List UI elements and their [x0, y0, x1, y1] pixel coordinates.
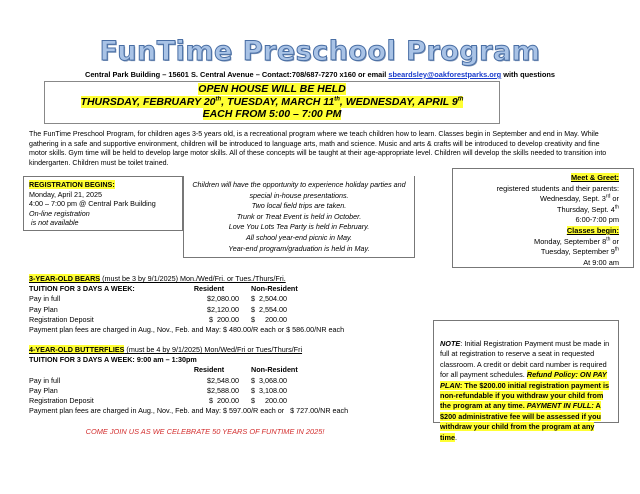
program-qualification: (must be 4 by 9/1/2025) Mon/Wed/Fri or Tues/Thurs/Fri: [124, 345, 303, 354]
contact-suffix: with questions: [501, 70, 555, 79]
date-text: Monday, September 8: [534, 236, 607, 246]
row-label: Registration Deposit: [29, 314, 94, 324]
meet-greet-time: 6:00-7:00 pm: [575, 215, 619, 225]
activity-item: Two local field trips are taken.: [251, 201, 347, 211]
date-text: Tuesday, September 9: [540, 247, 615, 257]
open-house-date-3: WEDNESDAY, APRIL 9: [345, 95, 458, 108]
resident-price: $2,548.00: [207, 375, 239, 385]
table-row: [29, 315, 344, 325]
row-label: Pay in full: [29, 294, 61, 304]
nonresident-price: $ 3,068.00: [251, 375, 287, 385]
activities-box: [183, 176, 415, 258]
online-note-1: On-line registration: [29, 208, 90, 218]
resident-price: $2,080.00: [207, 294, 239, 304]
meet-greet-option-1: [453, 194, 619, 205]
payment-in-full-label: PAYMENT IN FULL:: [526, 401, 594, 411]
row-label: Pay Plan: [29, 304, 58, 314]
program-name: 3-YEAR-OLD BEARS: [29, 274, 101, 283]
activity-item: Year-end program/graduation is held in May.: [228, 243, 370, 253]
class-start-option-2: [453, 247, 619, 258]
activity-item: special in-house presentations.: [249, 190, 349, 200]
tuition-label: TUITION FOR 3 DAYS A WEEK:: [29, 284, 135, 294]
nonresident-price: $ 200.00: [251, 314, 287, 324]
date-suffix: th: [215, 96, 222, 102]
activity-item: All school year-end picnic in May.: [246, 232, 352, 242]
page-title: FunTime Preschool Program: [99, 36, 541, 67]
date-suffix: th: [334, 96, 340, 102]
meet-greet-heading: Meet & Greet:: [570, 173, 619, 182]
note-text: : Initial Registration Payment must be made in full at registration to reserve a seat in requested classroom. A credit or debit card number is required for all payment schedules.: [440, 339, 610, 380]
class-start-time: At 9:00 am: [583, 257, 619, 267]
classes-begin-heading: Classes begin:: [566, 225, 619, 235]
col-nonresident: Non-Resident: [251, 284, 298, 294]
table-row: [29, 376, 348, 386]
date-suffix: rd: [605, 193, 611, 200]
tuition-header-row: [29, 365, 348, 375]
registration-date: Monday, April 21, 2025: [29, 189, 102, 199]
or-text: or: [610, 236, 619, 246]
resident-price: $2,120.00: [207, 304, 239, 314]
bears-heading: [29, 274, 344, 284]
activity-item: Love You Lots Tea Party is held in February.: [228, 222, 370, 232]
note-label: NOTE: [440, 339, 461, 348]
or-text: or: [610, 194, 619, 204]
payment-plan-fees: Payment plan fees are charged in Aug., Nov., Feb. and May: $ 480.00/R each or $ 586.00/NR each: [29, 325, 345, 335]
open-house-dates: THURSDAY, FEBRUARY 20th, TUESDAY, MARCH 11th, WEDNESDAY, APRIL 9th: [80, 95, 464, 108]
resident-price: $ 200.00: [209, 396, 239, 406]
open-house-date-1: THURSDAY, FEBRUARY 20: [80, 95, 216, 108]
meet-greet-audience: registered students and their parents:: [496, 183, 619, 193]
activity-item: Trunk or Treat Event is held in October.: [236, 211, 362, 221]
row-label: Pay in full: [29, 375, 61, 385]
payment-in-full-text: A $200 administrative fee will be assessed if you withdraw your child from the program at any time: [440, 401, 602, 442]
butterflies-heading: [29, 345, 348, 355]
table-row: [29, 294, 344, 304]
date-suffix: th: [606, 236, 611, 243]
date-suffix: th: [614, 246, 619, 253]
nonresident-price: $ 3,108.00: [251, 385, 287, 395]
table-row: [29, 305, 344, 315]
table-row: [29, 396, 348, 406]
open-house-heading: OPEN HOUSE WILL BE HELD: [198, 83, 346, 95]
note-end: .: [455, 432, 458, 442]
program-qualification: (must be 3 by 9/1/2025) Mon./Wed/Fri. or Tues./Thurs/Fri.: [100, 274, 286, 283]
resident-price: $ 200.00: [209, 314, 239, 324]
open-house-time: EACH FROM 5:00 – 7:00 PM: [202, 108, 342, 120]
table-row: [29, 386, 348, 396]
bears-section: [29, 274, 344, 335]
note-box: [433, 320, 619, 442]
nonresident-price: $ 200.00: [251, 396, 287, 406]
tuition-label: TUITION FOR 3 DAYS A WEEK: 9:00 am – 1:30pm: [29, 355, 197, 365]
meet-greet-option-2: [453, 205, 619, 216]
resident-price: $2,588.00: [207, 385, 239, 395]
col-resident: Resident: [193, 284, 225, 294]
date-suffix: th: [457, 96, 464, 102]
refund-policy-text: : The $200.00 initial registration payment is non-refundable if you withdraw your child from the program at any time.: [440, 380, 610, 411]
class-start-option-1: [453, 237, 619, 248]
online-note-2: is not available: [29, 218, 79, 228]
refund-policy-label: Refund Policy: ON PAY PLAN: [440, 370, 607, 390]
col-resident: Resident: [193, 365, 225, 375]
program-name: 4-YEAR-OLD BUTTERFLIES: [29, 345, 125, 354]
registration-time: 4:00 – 7:00 pm @ Central Park Building: [29, 199, 156, 209]
registration-heading: REGISTRATION BEGINS:: [29, 180, 115, 189]
payment-plan-fees: Payment plan fees are charged in Aug., Nov., Feb. and May: $ 597.00/R each or $ 727.00/NR each: [29, 406, 349, 416]
meet-greet-box: [452, 168, 634, 268]
date-text: Wednesday, Sept. 3: [540, 194, 606, 204]
nonresident-price: $ 2,554.00: [251, 304, 287, 314]
intro-paragraph: The FunTime Preschool Program, for children ages 3-5 years old, is a recreational program where we teach children how to learn. Classes begin in September and end in May. While gathering in a safe and supportive environment, children will be introduced to language arts, math and science. Music and arts & crafts will be introduced to develop creativity and fine motor skills. Gym time will be held to develop large motor skills. All of these concepts will be taught at their age-appropriate level. Children will develop the skills needed to transition into kindergarten. Children must be toilet trained.: [29, 130, 607, 167]
contact-text: Central Park Building – 15601 S. Central Avenue – Contact:708/687-7270 x160 or email: [84, 70, 389, 79]
col-nonresident: Non-Resident: [251, 365, 298, 375]
open-house-box: [44, 81, 500, 124]
row-label: Registration Deposit: [29, 396, 94, 406]
registration-box: [23, 176, 183, 231]
nonresident-price: $ 2,504.00: [251, 294, 287, 304]
celebration-banner: COME JOIN US AS WE CELEBRATE 50 YEARS OF FUNTIME IN 2025!: [85, 427, 325, 436]
row-label: Pay Plan: [29, 385, 58, 395]
tuition-header-row: [29, 284, 344, 294]
contact-email-link[interactable]: sbeardsley@oakforestparks.org: [388, 70, 502, 79]
contact-line: [0, 70, 640, 79]
open-house-date-2: TUESDAY, MARCH 11: [227, 95, 335, 108]
date-text: Thursday, Sept. 4: [557, 204, 615, 214]
butterflies-section: [29, 345, 348, 416]
activity-item: Children will have the opportunity to experience holiday parties and: [192, 180, 406, 189]
date-suffix: th: [614, 204, 619, 211]
